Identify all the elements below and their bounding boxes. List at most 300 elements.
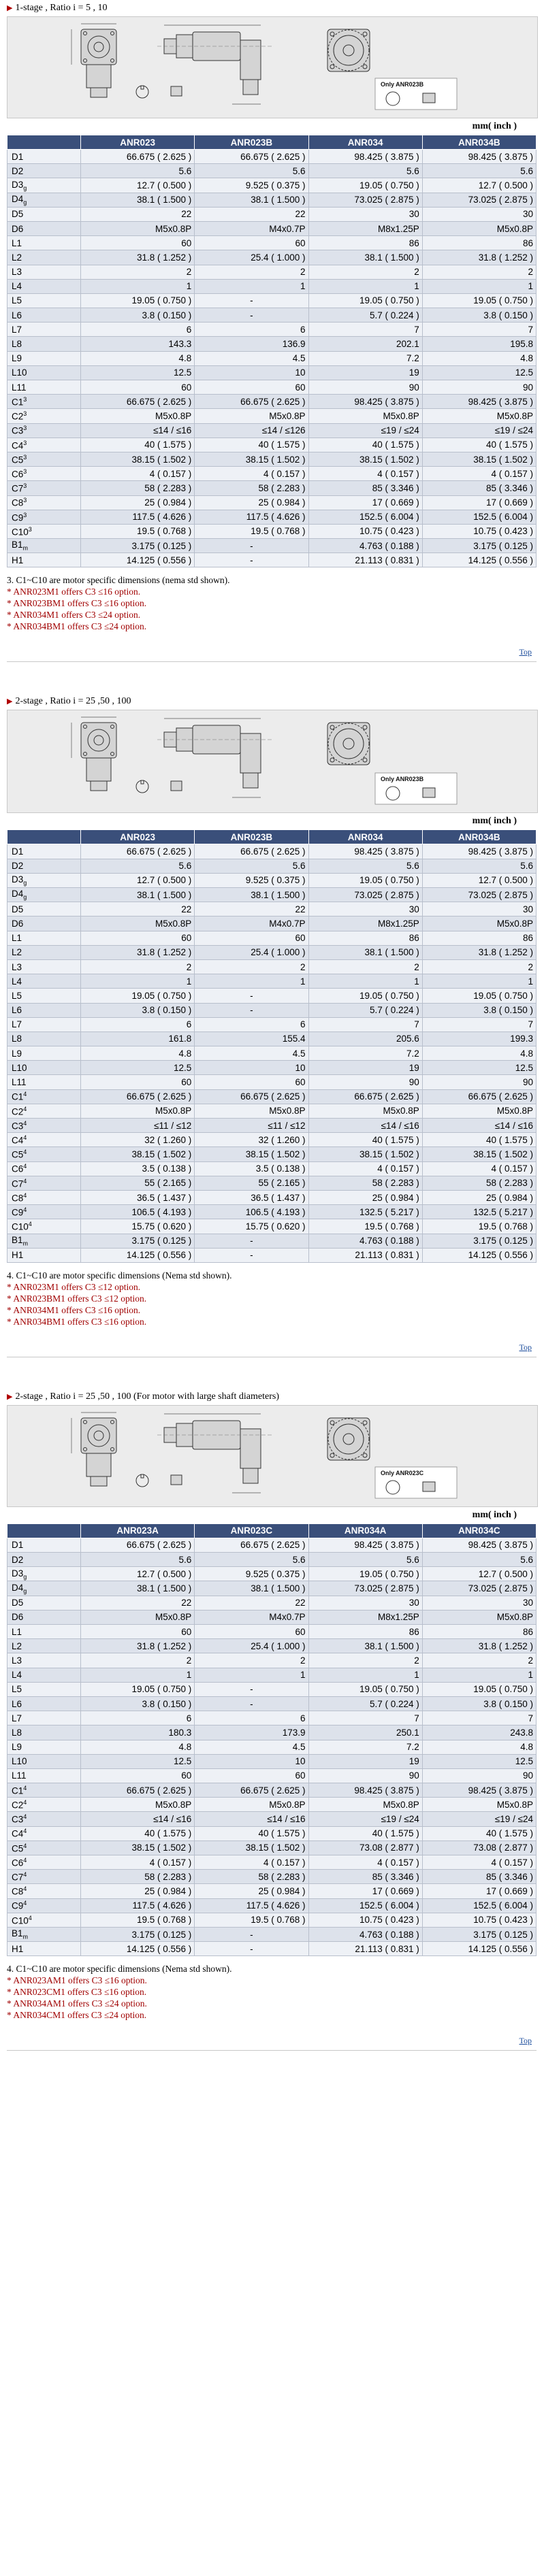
footnote: 3. C1~C10 are motor specific dimensions (nema std shown). [7,575,230,586]
value-cell: ≤11 / ≤12 [195,1119,308,1133]
value-cell: 25 ( 0.984 ) [195,1884,308,1898]
value-cell: 4.763 ( 0.188 ) [308,1927,422,1941]
row-label: L1 [12,1626,22,1637]
row-label-cell [7,1075,81,1089]
row-label-cell [7,945,81,959]
row-label: L5 [12,1684,22,1695]
gearbox-end-view [327,29,370,71]
table-row [7,1884,537,1898]
value-cell: 1 [308,974,422,989]
value-cell: 5.6 [422,164,536,178]
row-label-cell [7,1017,81,1031]
value-cell: 12.7 ( 0.500 ) [81,1567,195,1581]
value-cell: M5x0.8P [422,1610,536,1624]
value-cell: 66.675 ( 2.625 ) [195,1538,308,1552]
row-label-subscript: m [22,545,29,552]
value-cell: 19.05 ( 0.750 ) [422,989,536,1003]
value-cell: 5.7 ( 0.224 ) [308,1696,422,1711]
unit-label: mm( inch ) [472,816,517,827]
value-cell: 21.113 ( 0.831 ) [308,553,422,567]
value-cell: 2 [422,265,536,279]
row-label: C3 [12,425,24,436]
value-cell: 14.125 ( 0.556 ) [81,1248,195,1262]
only-variant-inset [375,78,457,110]
value-cell: 9.525 ( 0.375 ) [195,873,308,887]
row-label: C9 [12,1900,24,1911]
row-label: C4 [12,1135,24,1146]
row-label-superscript: 4 [28,1914,32,1921]
table-row [7,395,537,409]
table-row [7,1639,537,1653]
value-cell: - [195,539,308,553]
column-header-blank [7,830,81,844]
row-label-cell [7,293,81,308]
value-cell: - [195,293,308,308]
row-label-cell [7,1826,81,1840]
row-label: L4 [12,976,22,987]
option-note: * ANR023CM1 offers C3 ≤16 option. [7,1987,147,1998]
shaft-end-circle [136,1474,148,1487]
value-cell: 21.113 ( 0.831 ) [308,1248,422,1262]
value-cell: 86 [308,931,422,945]
table-row [7,293,537,308]
row-label: L7 [12,324,22,335]
row-label: C5 [12,1149,24,1160]
value-cell: - [195,1248,308,1262]
value-cell: 7.2 [308,1046,422,1061]
row-label: L8 [12,1727,22,1738]
table-row [7,1927,537,1941]
value-cell: 4.5 [195,351,308,365]
gearbox-end-view [327,723,370,765]
value-cell: 19.05 ( 0.750 ) [81,1682,195,1696]
row-label-cell [7,1190,81,1204]
row-label-cell [7,1754,81,1768]
value-cell: 117.5 ( 4.626 ) [81,510,195,524]
row-label: D3 [12,179,24,190]
value-cell: 17 ( 0.669 ) [308,495,422,510]
value-cell: 25.4 ( 1.000 ) [195,945,308,959]
top-link[interactable]: Top [519,2036,532,2046]
table-row [7,553,537,567]
row-label-cell [7,1855,81,1870]
row-label-cell [7,437,81,452]
row-label-cell [7,193,81,207]
value-cell: 73.025 ( 2.875 ) [422,888,536,902]
table-body [7,844,537,1262]
section-notes [0,567,544,632]
key-detail [171,1475,182,1485]
row-label-cell [7,1913,81,1927]
table-row [7,409,537,423]
row-label: C5 [12,455,24,465]
value-cell: 4.8 [81,1740,195,1754]
value-cell: 58 ( 2.283 ) [308,1176,422,1190]
row-label-cell [7,888,81,902]
row-label: C10 [12,527,29,538]
row-label: C3 [12,1814,24,1825]
value-cell: 22 [81,207,195,221]
column-header: ANR023B [195,830,308,844]
keyway [141,780,144,784]
column-header-blank [7,135,81,150]
value-cell: 86 [308,236,422,250]
value-cell: 31.8 ( 1.252 ) [422,1639,536,1653]
value-cell: 58 ( 2.283 ) [422,1176,536,1190]
value-cell: - [195,1696,308,1711]
row-label-subscript: g [23,1573,27,1581]
value-cell: 4.763 ( 0.188 ) [308,539,422,553]
row-label-cell [7,1870,81,1884]
row-label: B1 [12,1928,23,1939]
row-label-cell [7,1003,81,1017]
section-heading-text: 2-stage , Ratio i = 25 ,50 , 100 [15,696,131,707]
value-cell: 1 [422,1668,536,1682]
value-cell: 152.5 ( 6.004 ) [422,1898,536,1913]
row-label-cell [7,1740,81,1754]
row-label-cell [7,1176,81,1190]
value-cell: 40 ( 1.575 ) [308,1133,422,1147]
row-label-cell [7,409,81,423]
row-label-cell [7,1031,81,1046]
value-cell: 5.6 [195,1553,308,1567]
table-row [7,1176,537,1190]
value-cell: 10.75 ( 0.423 ) [422,524,536,538]
table-row [7,959,537,974]
value-cell: 38.1 ( 1.500 ) [195,193,308,207]
value-cell: 38.1 ( 1.500 ) [308,1639,422,1653]
value-cell: 4 ( 0.157 ) [195,467,308,481]
footnote: 4. C1~C10 are motor specific dimensions (Nema std shown). [7,1964,232,1975]
row-label-superscript: 3 [23,497,27,504]
value-cell: 2 [195,265,308,279]
table-row [7,1812,537,1826]
value-cell: 66.675 ( 2.625 ) [195,395,308,409]
value-cell: 25 ( 0.984 ) [81,495,195,510]
row-label: B1 [12,1234,23,1245]
inset-key [423,1482,435,1491]
value-cell: 6 [81,323,195,337]
row-label-superscript: 4 [23,1799,27,1806]
row-label-cell [7,1625,81,1639]
value-cell: 10 [195,1754,308,1768]
value-cell: - [195,553,308,567]
row-label-cell [7,1768,81,1783]
dimension-drawing [7,1405,538,1507]
value-cell: 2 [308,959,422,974]
value-cell: 5.6 [81,164,195,178]
value-cell: 25.4 ( 1.000 ) [195,250,308,265]
row-label-superscript: 3 [28,525,32,533]
row-label: C10 [12,1221,29,1232]
table-row [7,150,537,164]
row-label-superscript: 4 [23,1206,27,1213]
value-cell: 2 [308,265,422,279]
motor-adapter-flange [91,1476,107,1486]
spec-section [0,0,544,662]
row-label-cell [7,989,81,1003]
row-label: L3 [12,961,22,972]
value-cell: 17 ( 0.669 ) [422,495,536,510]
row-label-cell [7,873,81,887]
value-cell: 15.75 ( 0.620 ) [81,1219,195,1234]
row-label-subscript: g [23,879,27,887]
value-cell: 5.6 [308,859,422,873]
value-cell: 3.175 ( 0.125 ) [422,1234,536,1248]
value-cell: 85 ( 3.346 ) [422,481,536,495]
value-cell: ≤19 / ≤24 [308,423,422,437]
value-cell: 30 [308,902,422,917]
row-label-cell [7,351,81,365]
option-note: * ANR034AM1 offers C3 ≤24 option. [7,1998,147,2009]
row-label: L8 [12,1034,22,1044]
value-cell: 9.525 ( 0.375 ) [195,178,308,193]
table-row [7,351,537,365]
value-cell: 4.5 [195,1740,308,1754]
value-cell: 5.6 [195,859,308,873]
value-cell: 12.7 ( 0.500 ) [422,178,536,193]
row-label: L2 [12,252,22,263]
value-cell: 12.7 ( 0.500 ) [422,873,536,887]
table-row [7,337,537,351]
value-cell: 19.05 ( 0.750 ) [422,293,536,308]
value-cell: 2 [195,959,308,974]
table-row [7,1826,537,1840]
row-label: C1 [12,1785,24,1796]
value-cell: ≤19 / ≤24 [422,423,536,437]
value-cell: 73.08 ( 2.877 ) [308,1840,422,1855]
value-cell: 66.675 ( 2.625 ) [81,1783,195,1798]
value-cell: M8x1.25P [308,1610,422,1624]
row-label: C2 [12,1106,24,1117]
table-row [7,931,537,945]
value-cell: 19.5 ( 0.768 ) [81,1913,195,1927]
value-cell: 14.125 ( 0.556 ) [81,1942,195,1956]
row-label: B1 [12,540,23,550]
value-cell: 1 [422,974,536,989]
value-cell: 86 [422,1625,536,1639]
row-label-cell [7,207,81,221]
table-row [7,524,537,538]
row-label: L4 [12,1670,22,1681]
value-cell: 5.6 [308,1553,422,1567]
option-note: * ANR034BM1 offers C3 ≤24 option. [7,621,147,632]
row-label: C5 [12,1843,24,1854]
value-cell: ≤14 / ≤16 [195,1812,308,1826]
row-label: D2 [12,861,24,872]
row-label: C4 [12,440,24,451]
row-label: L10 [12,367,27,378]
row-label: C6 [12,469,24,480]
value-cell: 6 [195,323,308,337]
value-cell: M5x0.8P [308,1798,422,1812]
table-row [7,1840,537,1855]
row-label-superscript: 4 [23,1091,27,1098]
table-row [7,1898,537,1913]
unit-label: mm( inch ) [472,121,517,131]
row-label: D5 [12,1598,24,1608]
value-cell: M4x0.7P [195,221,308,235]
value-cell: 60 [195,236,308,250]
value-cell: 10 [195,365,308,380]
row-label-cell [7,1248,81,1262]
table-row [7,193,537,207]
value-cell: 2 [81,265,195,279]
shaft-end-circle [136,86,148,98]
value-cell: 2 [81,959,195,974]
value-cell: 38.15 ( 1.502 ) [422,1147,536,1161]
value-cell: 4 ( 0.157 ) [308,1161,422,1176]
row-label: D6 [12,223,24,234]
row-label-cell [7,553,81,567]
value-cell: - [195,1942,308,1956]
table-row [7,1653,537,1668]
value-cell: 60 [81,1075,195,1089]
value-cell: 4 ( 0.157 ) [308,467,422,481]
section-heading [0,0,544,16]
motor-adapter-body [86,65,111,88]
top-link[interactable]: Top [519,1342,532,1352]
row-label-cell [7,524,81,538]
value-cell: 250.1 [308,1725,422,1740]
option-note: * ANR034BM1 offers C3 ≤16 option. [7,1316,147,1327]
row-label-superscript: 4 [23,1134,27,1142]
value-cell: 38.15 ( 1.502 ) [195,452,308,466]
value-cell: 3.175 ( 0.125 ) [422,539,536,553]
flange-front-view [81,29,116,97]
value-cell: M4x0.7P [195,917,308,931]
row-label-cell [7,1219,81,1234]
table-row [7,1205,537,1219]
value-cell: 202.1 [308,337,422,351]
motor-adapter-flange [91,781,107,791]
row-label: D6 [12,918,24,929]
spec-table [7,829,537,1262]
value-cell: ≤14 / ≤16 [81,423,195,437]
row-label-cell [7,1942,81,1956]
table-row [7,1625,537,1639]
value-cell: 38.1 ( 1.500 ) [81,193,195,207]
value-cell: 60 [81,380,195,395]
row-label-cell [7,1783,81,1798]
row-label-superscript: 3 [23,453,27,461]
row-label-superscript: 3 [23,396,27,403]
value-cell: 4 ( 0.157 ) [422,467,536,481]
value-cell: 66.675 ( 2.625 ) [308,1089,422,1104]
value-cell: M5x0.8P [308,1104,422,1118]
value-cell: 106.5 ( 4.193 ) [195,1205,308,1219]
table-row [7,902,537,917]
option-note: * ANR023M1 offers C3 ≤16 option. [7,587,141,597]
spec-section [0,1389,544,2051]
row-label-superscript: 4 [23,1119,27,1127]
top-link[interactable]: Top [519,647,532,657]
value-cell: 66.675 ( 2.625 ) [81,844,195,859]
value-cell: ≤14 / ≤16 [308,1119,422,1133]
value-cell: 66.675 ( 2.625 ) [422,1089,536,1104]
value-cell: M5x0.8P [81,221,195,235]
input-adapter [243,80,258,95]
value-cell: - [195,308,308,323]
value-cell: 12.7 ( 0.500 ) [422,1567,536,1581]
table-row [7,221,537,235]
only-variant-inset [375,1467,457,1498]
value-cell: 58 ( 2.283 ) [81,481,195,495]
value-cell: 19.05 ( 0.750 ) [308,178,422,193]
table-row [7,380,537,395]
value-cell: 25 ( 0.984 ) [195,495,308,510]
value-cell: 1 [308,279,422,293]
value-cell: 38.1 ( 1.500 ) [195,1581,308,1596]
table-row [7,308,537,323]
row-label-cell [7,221,81,235]
value-cell: 38.15 ( 1.502 ) [195,1147,308,1161]
row-label-cell [7,917,81,931]
row-label-cell [7,1840,81,1855]
row-label: C2 [12,1800,24,1811]
row-label-cell [7,1161,81,1176]
value-cell: - [195,1234,308,1248]
value-cell: 38.15 ( 1.502 ) [308,1147,422,1161]
value-cell: M5x0.8P [422,1104,536,1118]
row-label-superscript: 3 [23,482,27,490]
value-cell: M5x0.8P [81,1610,195,1624]
row-label: C7 [12,1872,24,1883]
value-cell: 32 ( 1.260 ) [195,1133,308,1147]
value-cell: 21.113 ( 0.831 ) [308,1942,422,1956]
only-variant-label: Only ANR023B [381,776,424,783]
row-label-cell [7,150,81,164]
value-cell: 85 ( 3.346 ) [422,1870,536,1884]
row-label-cell [7,380,81,395]
value-cell: 7.2 [308,351,422,365]
row-label: C8 [12,1886,24,1897]
row-label: L5 [12,295,22,306]
row-label-cell [7,365,81,380]
table-row [7,1161,537,1176]
row-label: D2 [12,165,24,176]
only-variant-label: Only ANR023C [381,1469,424,1476]
value-cell: 4.8 [422,1046,536,1061]
value-cell: 60 [81,1768,195,1783]
value-cell: 6 [195,1711,308,1725]
row-label: C3 [12,1121,24,1132]
column-header: ANR023 [81,830,195,844]
value-cell: 38.15 ( 1.502 ) [81,1147,195,1161]
table-row [7,1061,537,1075]
row-label-cell [7,1581,81,1596]
spec-table [7,135,537,567]
row-label: L7 [12,1713,22,1723]
table-row [7,1046,537,1061]
row-label-cell [7,974,81,989]
row-label-cell [7,1234,81,1248]
value-cell: 1 [195,974,308,989]
value-cell: 143.3 [81,337,195,351]
table-row [7,1668,537,1682]
value-cell: 40 ( 1.575 ) [308,437,422,452]
value-cell: 1 [195,279,308,293]
value-cell: 3.8 ( 0.150 ) [81,1696,195,1711]
value-cell: M5x0.8P [195,1798,308,1812]
row-label-superscript: 4 [28,1221,32,1228]
value-cell: 90 [422,1768,536,1783]
value-cell: 86 [422,931,536,945]
value-cell: 90 [308,1075,422,1089]
row-label-cell [7,1205,81,1219]
row-label-cell [7,1046,81,1061]
key-detail [171,86,182,96]
